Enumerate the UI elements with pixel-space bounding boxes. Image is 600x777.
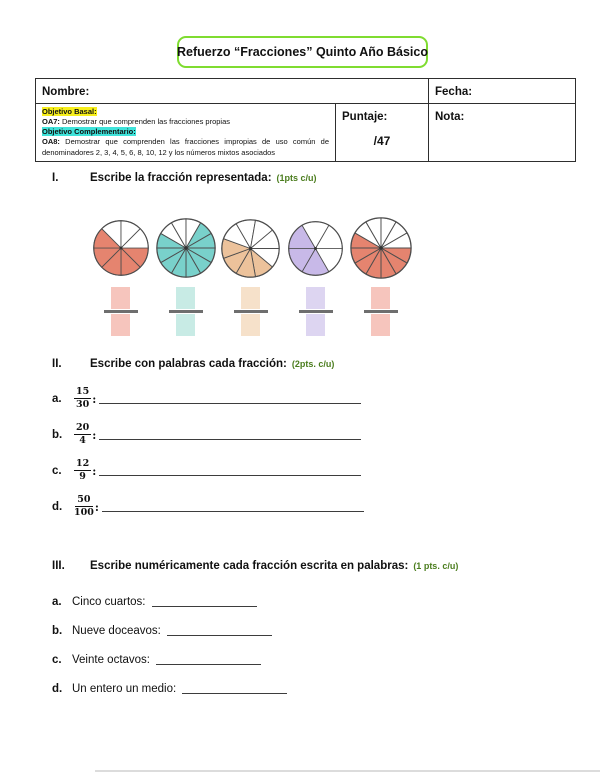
answer-line: [99, 475, 361, 476]
fraction-20-4: $\frac{20}{4}$: [76, 421, 90, 446]
denominator-box: [111, 314, 130, 336]
fraction-blank-4: [283, 287, 348, 336]
fecha-cell: [429, 79, 576, 104]
section-1-title: Escribe la fracción representada:: [90, 172, 272, 184]
section2-item-d: d. $\frac{50}{100}$ :: [52, 491, 432, 518]
section2-item-c: c. $\frac{12}{9}$ :: [52, 455, 432, 482]
fraction-blank-3: [218, 287, 283, 336]
numerator-box: [306, 287, 325, 309]
puntaje-label: Puntaje:: [342, 111, 388, 123]
fraction-12-9: $\frac{12}{9}$: [76, 457, 90, 482]
page-bottom-rule: [95, 770, 600, 772]
section-2-points: (2pts. c/u): [291, 359, 335, 369]
objectives-cell: [36, 104, 336, 162]
nombre-cell: [36, 79, 429, 104]
objetivo-complementario-label: Objetivo Complementario:: [42, 127, 136, 137]
section-3-title: Escribe numéricamente cada fracción escrita en palabras:: [90, 560, 409, 572]
fraction-bar: [234, 310, 268, 313]
oa8-line: OA8: Demostrar que comprenden las fracciones impropias de uso común de denominadores 2, 3, 4, 5, 6, 8, 10, 12 y los números mixtos asociados: [42, 137, 329, 157]
fraction-pie-4: [283, 216, 348, 280]
section-3: [52, 560, 458, 695]
section3-item-c: c. Veinte octavos:: [52, 652, 458, 666]
nota-label: Nota:: [435, 111, 465, 123]
fraction-pies-row: [88, 216, 413, 280]
objetivo-basal-label: Objetivo Basal:: [42, 107, 97, 116]
nota-cell: [429, 104, 576, 162]
fraction-bar: [364, 310, 398, 313]
denominator-box: [306, 314, 325, 336]
answer-line: [99, 403, 361, 404]
nombre-label: Nombre:: [42, 86, 90, 98]
section-2-numeral: II.: [52, 358, 62, 370]
section-1-header: [52, 172, 317, 184]
fecha-label: Fecha:: [435, 86, 473, 98]
fraction-pie-3: [218, 216, 283, 280]
fraction-answer-blanks-row: [88, 287, 413, 336]
denominator-box: [241, 314, 260, 336]
puntaje-total: /47: [373, 134, 391, 148]
section2-item-b: b. $\frac{20}{4}$ :: [52, 419, 432, 446]
section-2-title: Escribe con palabras cada fracción:: [90, 358, 287, 370]
answer-line: [156, 664, 261, 665]
answer-line: [152, 606, 257, 607]
denominator-box: [371, 314, 390, 336]
oa7-line: OA7: Demostrar que comprenden las fracciones propias: [42, 117, 231, 127]
numerator-box: [241, 287, 260, 309]
section-1-numeral: I.: [52, 172, 59, 184]
fraction-blank-5: [348, 287, 413, 336]
numerator-box: [371, 287, 390, 309]
section3-item-a: a. Cinco cuartos:: [52, 594, 458, 608]
fraction-bar: [299, 310, 333, 313]
denominator-box: [176, 314, 195, 336]
numerator-box: [176, 287, 195, 309]
section-3-header: [52, 560, 458, 572]
fraction-pie-5: [348, 216, 413, 280]
section-2: [52, 358, 432, 518]
fraction-blank-2: [153, 287, 218, 336]
section-1: [52, 172, 317, 184]
section3-item-d: d. Un entero un medio:: [52, 681, 458, 695]
student-info-table: [35, 78, 576, 162]
page-title: Refuerzo “Fracciones” Quinto Año Básico: [177, 45, 428, 59]
fraction-blank-1: [88, 287, 153, 336]
fraction-pie-1: [88, 216, 153, 280]
section3-item-b: b. Nueve doceavos:: [52, 623, 458, 637]
numerator-box: [111, 287, 130, 309]
fraction-pie-2: [153, 216, 218, 280]
puntaje-cell: [336, 104, 429, 162]
answer-line: [167, 635, 272, 636]
section-3-points: (1 pts. c/u): [413, 561, 459, 571]
answer-line: [99, 439, 361, 440]
fraction-50-100: $\frac{50}{100}$: [74, 493, 94, 518]
fraction-bar: [104, 310, 138, 313]
fraction-15-30: $\frac{15}{30}$: [76, 385, 90, 410]
section-2-header: [52, 358, 432, 370]
section-1-points: (1pts c/u): [276, 173, 317, 183]
fraction-bar: [169, 310, 203, 313]
section-3-numeral: III.: [52, 560, 65, 572]
answer-line: [102, 511, 364, 512]
worksheet-title-box: [177, 36, 428, 68]
section2-item-a: a. $\frac{15}{30}$ :: [52, 383, 432, 410]
answer-line: [182, 693, 287, 694]
